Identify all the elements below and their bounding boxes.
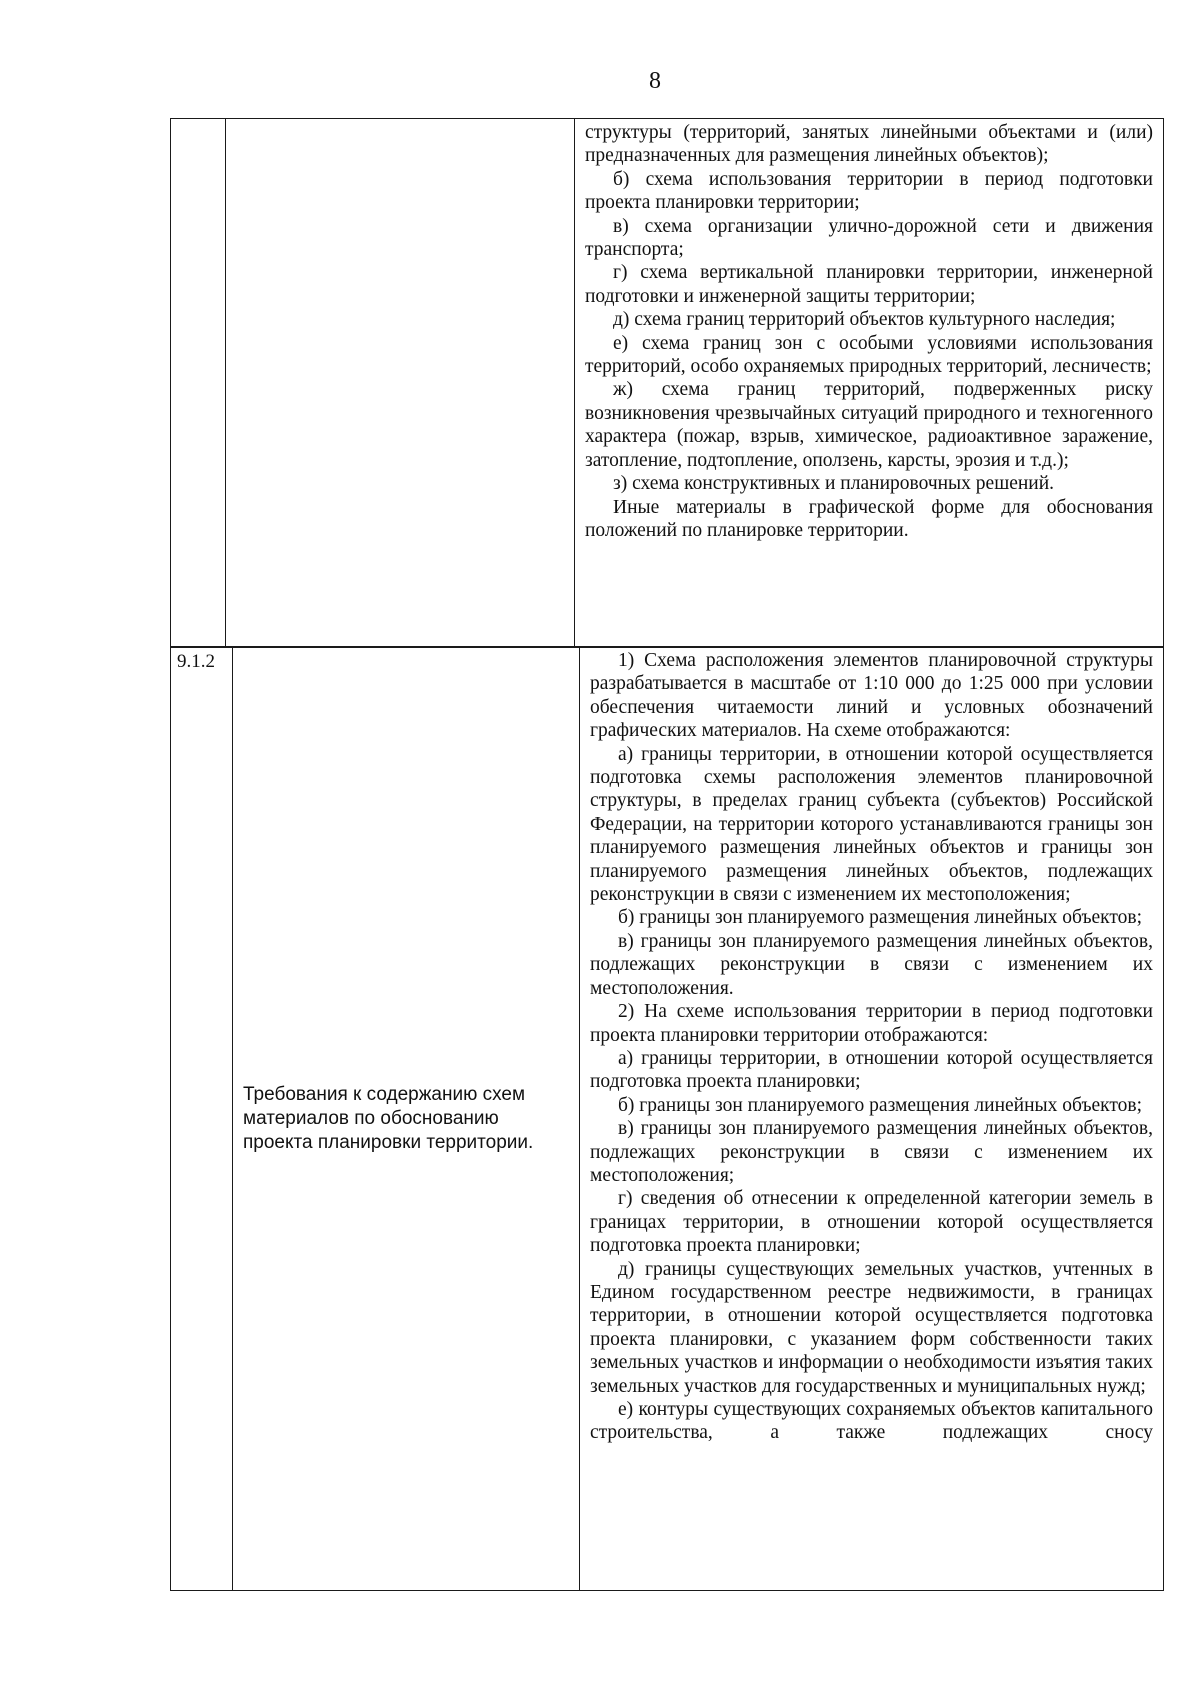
table-row — [170, 118, 1164, 648]
row-number-cell: 9.1.2 — [177, 651, 215, 672]
paragraph: з) схема конструктивных и планировочных решений. — [613, 473, 1055, 495]
paragraph: е) схема границ зон с особыми условиями использования территорий, особо охраняемых природных территорий, лесничеств; — [585, 332, 1153, 378]
paragraph: г) схема вертикальной планировки территории, инженерной подготовки и инженерной защиты территории; — [585, 262, 1153, 307]
paragraph: е) контуры существующих сохраняемых объектов капитального строительства, а также подлежащих сносу — [590, 1399, 1153, 1444]
paragraph: д) границы существующих земельных участков, учтенных в Едином государственном реестре недвижимости, в границах территории, в отношении которой осуществляется подготовка проекта планировки, с указанием форм собственности таких земельных участков и информации о необходимости изъятия таких земельных участков для государственных и муниципальных нужд; — [590, 1258, 1153, 1397]
paragraph: б) схема использования территории в период подготовки проекта планировки территории; — [585, 168, 1153, 214]
paragraph: в) границы зон планируемого размещения линейных объектов, подлежащих реконструкции в связи с изменением их местоположения. — [590, 930, 1153, 999]
paragraph: в) границы зон планируемого размещения линейных объектов, подлежащих реконструкции в связи с изменением их местоположения; — [590, 1118, 1153, 1186]
row-title-cell: Требования к содержанию схем материалов по обоснованию проекта планировки территории. — [243, 1083, 534, 1153]
row-title-cell — [226, 119, 574, 647]
paragraph: в) схема организации улично-дорожной сети и движения транспорта; — [585, 215, 1153, 261]
paragraph: д) схема границ территорий объектов культурного наследия; — [613, 309, 1116, 331]
page-number: 8 — [649, 68, 661, 94]
paragraph: б) границы зон планируемого размещения линейных объектов; — [618, 1094, 1143, 1116]
paragraph: ж) схема границ территорий, подверженных риску возникновения чрезвычайных ситуаций природного и техногенного характера (пожар, взрыв, химическое, радиоактивное заражение, затопление, подтопление, оползень, карсты, эрозия и т.д.); — [585, 379, 1153, 471]
table-row — [170, 646, 1164, 1591]
row-content-cell — [575, 119, 1163, 647]
paragraph: Иные материалы в графической форме для обоснования положений по планировке территории. — [585, 496, 1153, 541]
paragraph: а) границы территории, в отношении которой осуществляется подготовка проекта планировки; — [590, 1047, 1153, 1093]
paragraph: 1) Схема расположения элементов планировочной структуры разрабатывается в масштабе от 1:10 000 до 1:25 000 при условии обеспечения читаемости линий и условных обозначений графических материалов. На схеме отображаются: — [590, 650, 1153, 742]
paragraph: 2) На схеме использования территории в период подготовки проекта планировки территории отображаются: — [590, 1001, 1153, 1046]
paragraph: а) границы территории, в отношении которой осуществляется подготовка схемы расположения элементов планировочной структуры, в пределах границ субъекта (субъектов) Российской Федерации, на территории которого устанавливаются границы зон планируемого размещения линейных объектов и границы зон планируемого размещения линейных объектов, подлежащих реконструкции в связи с изменением их местоположения; — [590, 743, 1153, 906]
row-number-cell — [171, 119, 225, 647]
row-content-cell — [580, 647, 1163, 1590]
paragraph: г) сведения об отнесении к определенной категории земель в границах территории, в отношении которой осуществляется подготовка проекта планировки; — [590, 1188, 1153, 1257]
paragraph: структуры (территорий, занятых линейными объектами и (или) предназначенных для размещения линейных объектов); — [585, 122, 1153, 167]
paragraph: б) границы зон планируемого размещения линейных объектов; — [618, 907, 1143, 929]
